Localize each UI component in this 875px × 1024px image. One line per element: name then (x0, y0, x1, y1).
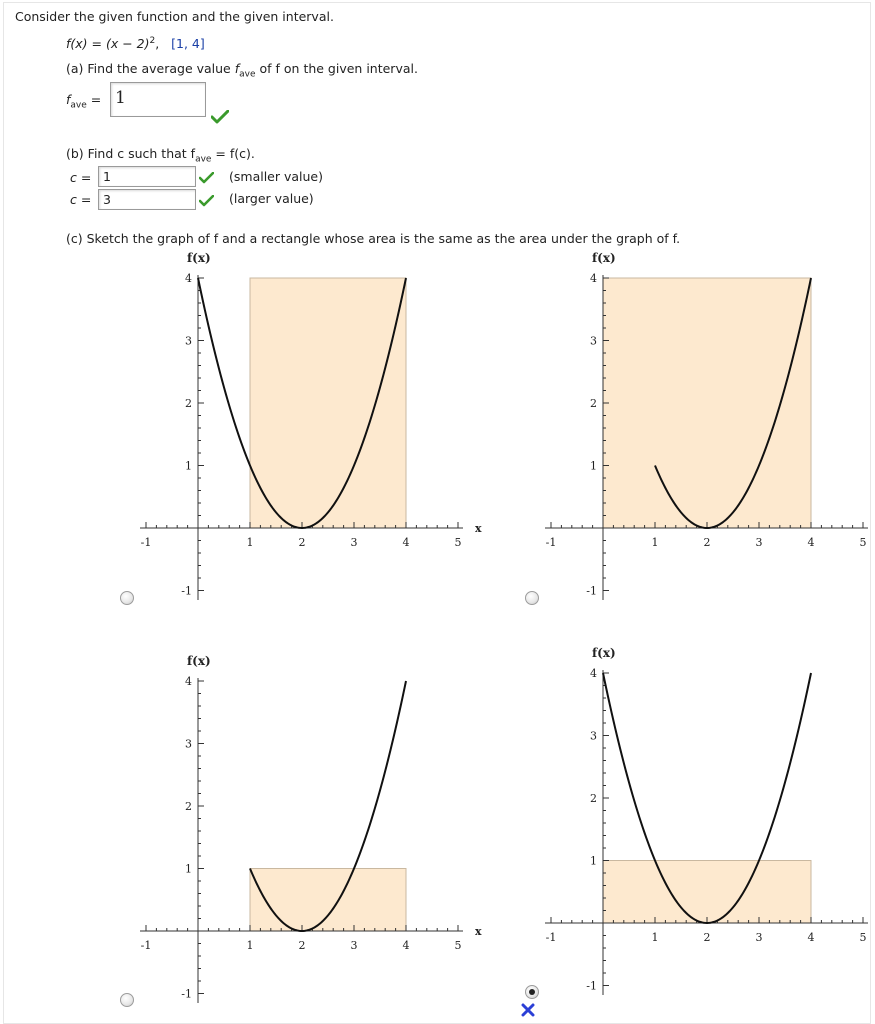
fave-label-f: f (66, 92, 71, 107)
y-tick-label: 3 (590, 334, 597, 348)
y-axis-label: f(x) (187, 251, 211, 265)
fave-label-sub: ave (70, 100, 87, 111)
x-tick-label: -1 (140, 536, 152, 549)
radio-option-4[interactable] (525, 985, 539, 999)
part-b-prompt-sub: ave (195, 154, 212, 165)
x-axis-label: x (475, 925, 482, 938)
x-tick-label: 2 (298, 536, 306, 549)
intro-text: Consider the given function and the given interval. (15, 9, 334, 24)
x-tick-label: 5 (859, 536, 867, 549)
c-larger-label: c = (70, 192, 92, 207)
y-tick-label: -1 (181, 987, 192, 1001)
part-c-prompt: (c) Sketch the graph of f and a rectangle whose area is the same as the area under the graph of f. (66, 231, 681, 246)
x-tick-label: 5 (454, 939, 462, 952)
part-a-prompt-post: of f on the given interval. (255, 61, 418, 76)
x-tick-label: 3 (755, 536, 763, 549)
wrong-x-icon (521, 1003, 535, 1017)
c-larger-value: 3 (103, 192, 111, 207)
x-tick-label: -1 (545, 931, 557, 944)
x-axis-label: x (475, 522, 482, 535)
x-tick-label: 1 (246, 536, 254, 549)
x-tick-label: 3 (350, 939, 358, 952)
x-tick-label: 5 (859, 931, 867, 944)
part-a-prompt-sub: ave (239, 69, 256, 80)
function-separator: , (155, 36, 160, 51)
x-tick-label: -1 (140, 939, 152, 952)
x-tick-label: 5 (454, 536, 462, 549)
part-a-prompt-f: f (234, 61, 240, 76)
y-tick-label: 4 (590, 667, 597, 680)
radio-option-2[interactable] (525, 591, 539, 605)
y-tick-label: 1 (590, 459, 597, 473)
part-a-prompt-pre: (a) Find the average value (66, 61, 235, 76)
x-tick-label: 4 (807, 931, 815, 944)
y-axis-label: f(x) (592, 646, 616, 660)
c-larger-note: (larger value) (229, 191, 314, 206)
x-tick-label: -1 (545, 536, 557, 549)
y-tick-label: 2 (185, 800, 192, 813)
x-tick-label: 3 (755, 931, 763, 944)
y-tick-label: -1 (586, 979, 597, 993)
y-tick-label: 3 (590, 729, 597, 743)
c-smaller-label: c = (70, 170, 92, 185)
x-tick-label: 4 (402, 939, 410, 952)
fave-label-eq: = (90, 92, 102, 107)
radio-option-1[interactable] (120, 591, 134, 605)
y-tick-label: 4 (590, 272, 597, 285)
fave-answer-value: 1 (115, 88, 126, 108)
y-tick-label: 3 (185, 737, 192, 751)
y-tick-label: -1 (586, 584, 597, 598)
y-tick-label: 4 (185, 675, 192, 688)
y-axis-label: f(x) (187, 654, 211, 668)
function-lhs: f(x) = (x − 2) (66, 36, 150, 51)
x-tick-label: 4 (402, 536, 410, 549)
y-tick-label: -1 (181, 584, 192, 598)
x-tick-label: 3 (350, 536, 358, 549)
c-smaller-value: 1 (103, 169, 111, 184)
y-tick-label: 1 (185, 459, 192, 473)
x-tick-label: 2 (703, 931, 711, 944)
part-b-prompt-pre: (b) Find c such that f (66, 146, 196, 161)
function-exponent: 2 (149, 35, 156, 46)
x-tick-label: 1 (246, 939, 254, 952)
x-tick-label: 1 (651, 536, 659, 549)
y-tick-label: 1 (185, 862, 192, 876)
c-smaller-note: (smaller value) (229, 169, 323, 184)
x-tick-label: 2 (298, 939, 306, 952)
y-axis-label: f(x) (592, 251, 616, 265)
x-tick-label: 1 (651, 931, 659, 944)
y-tick-label: 1 (590, 854, 597, 868)
y-tick-label: 2 (185, 397, 192, 410)
y-tick-label: 4 (185, 272, 192, 285)
x-tick-label: 2 (703, 536, 711, 549)
y-tick-label: 2 (590, 397, 597, 410)
radio-option-3[interactable] (120, 993, 134, 1007)
y-tick-label: 3 (185, 334, 192, 348)
x-tick-label: 4 (807, 536, 815, 549)
part-b-prompt-post: = f(c). (211, 146, 255, 161)
function-interval: [1, 4] (171, 36, 205, 51)
average-rectangle (603, 861, 811, 924)
y-tick-label: 2 (590, 792, 597, 805)
